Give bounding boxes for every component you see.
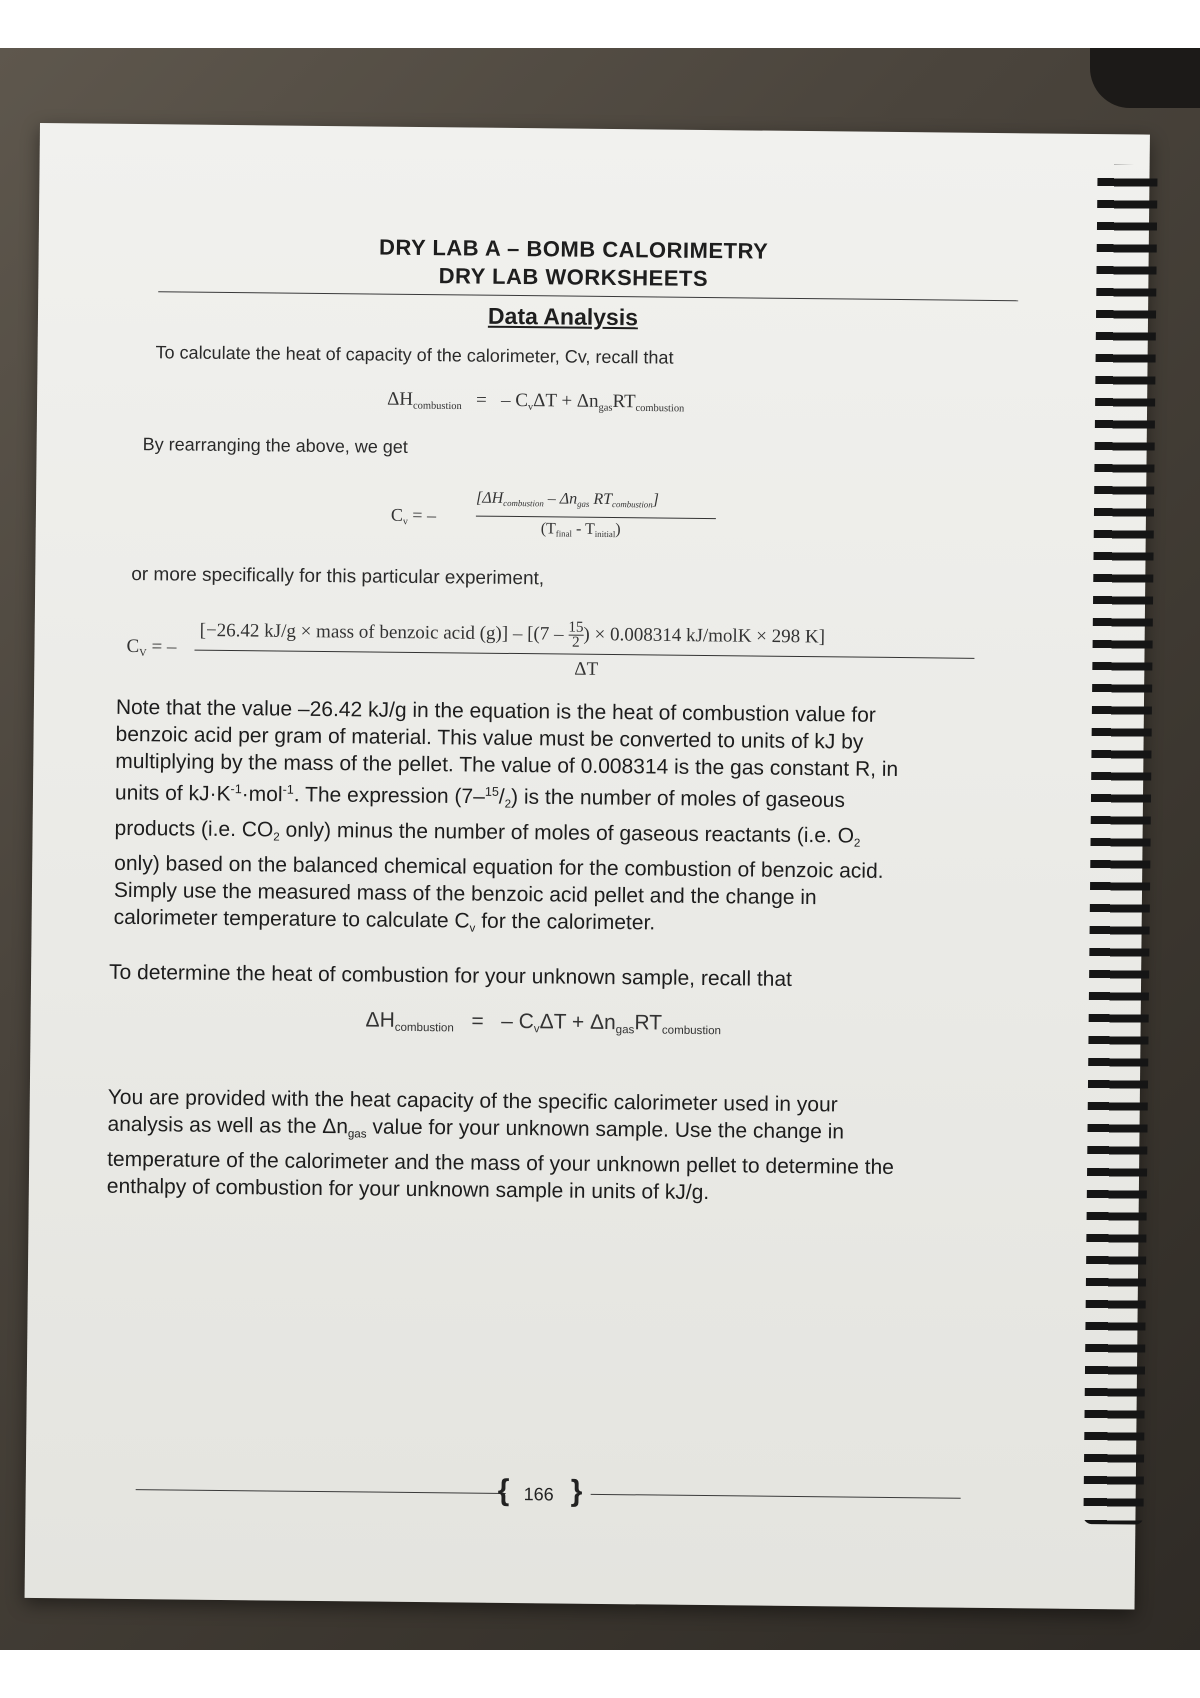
dark-object — [1090, 48, 1200, 108]
equation-2-lhs: $C_v$ = – — [390, 504, 437, 528]
header-title-line2: DRY LAB WORKSHEETS — [438, 263, 709, 292]
page-number: 166 — [523, 1484, 554, 1505]
final-line: enthalpy of combustion for your unknown sample in units of kJ/g. — [106, 1174, 710, 1205]
equation-2-numerator: [$\Delta H_{combustion} - \Delta n_{gas}$ $RT_{combustion}$] — [476, 489, 660, 510]
note-line: benzoic acid per gram of material. This value must be converted to units of kJ by — [115, 722, 864, 754]
final-line: analysis as well as the $\Delta n_{gas}$ value for your unknown sample. Use the change in — [107, 1112, 845, 1144]
final-paragraph — [107, 1084, 1028, 1210]
equation-2-denominator: $(T_{final} - T_{initial})$ — [540, 520, 621, 540]
photo-background — [0, 48, 1200, 1650]
footer-rule-right — [591, 1494, 961, 1499]
equation-3-numerator: [−26.42 kJ/g × mass of benzoic acid (g)] – [(7 – $\frac{15}{2}$ ) × 0.008314 kJ/molK × 298 K] — [199, 618, 826, 652]
footer-brace-left: { — [497, 1473, 510, 1507]
determine-text: To determine the heat of combustion for your unknown sample, recall that — [108, 960, 793, 991]
equation-3-lhs: $C_V$ = – — [126, 635, 177, 659]
equation-3-fraction-bar — [194, 650, 974, 659]
equation-2-fraction-bar — [476, 516, 716, 520]
note-line: Note that the value –26.42 kJ/g in the equation is the heat of combustion value for — [115, 695, 876, 727]
equation-1: $\Delta H_{combustion}$ = – $C_v\Delta T + \Delta n_{gas}RT_{combustion}$ — [387, 388, 685, 415]
note-paragraph — [113, 694, 1016, 948]
header-title-line1: DRY LAB A – BOMB CALORIMETRY — [378, 234, 769, 264]
section-title: Data Analysis — [487, 302, 639, 331]
note-line: only) based on the balanced chemical equation for the combustion of benzoic acid. — [114, 851, 884, 883]
final-line: You are provided with the heat capacity of the specific calorimeter used in your — [107, 1085, 838, 1117]
footer-brace-right: } — [570, 1474, 583, 1508]
intro-text: To calculate the heat of capacity of the calorimeter, Cv, recall that — [155, 342, 674, 368]
worksheet-page — [25, 123, 1150, 1610]
footer-rule-left — [136, 1489, 506, 1494]
rearrange-text: By rearranging the above, we get — [142, 434, 408, 457]
note-line: multiplying by the mass of the pellet. The value of 0.008314 is the gas constant R, in — [115, 749, 899, 782]
note-line: calorimeter temperature to calculate $C_v$ for the calorimeter. — [113, 905, 656, 935]
spiral-binding — [1083, 164, 1157, 1525]
note-line: Simply use the measured mass of the benzoic acid pellet and the change in — [113, 878, 817, 909]
equation-3-denominator: ΔT — [574, 658, 599, 680]
equation-4: $\Delta H_{combustion}$ = – $C_v\Delta T + \Delta n_{gas}RT_{combustion}$ — [365, 1008, 722, 1038]
note-line: units of $kJ\cdot K^{-1}\cdot mol^{-1}$. The expression $(7-^{15}/_2)$ is the number of moles of gaseous — [114, 781, 846, 813]
final-line: temperature of the calorimeter and the mass of your unknown pellet to determine the — [107, 1147, 894, 1180]
specific-text: or more specifically for this particular experiment, — [131, 563, 545, 590]
note-line: products (i.e. $CO_2$ only) minus the number of moles of gaseous reactants (i.e. $O_2$ — [114, 816, 861, 850]
